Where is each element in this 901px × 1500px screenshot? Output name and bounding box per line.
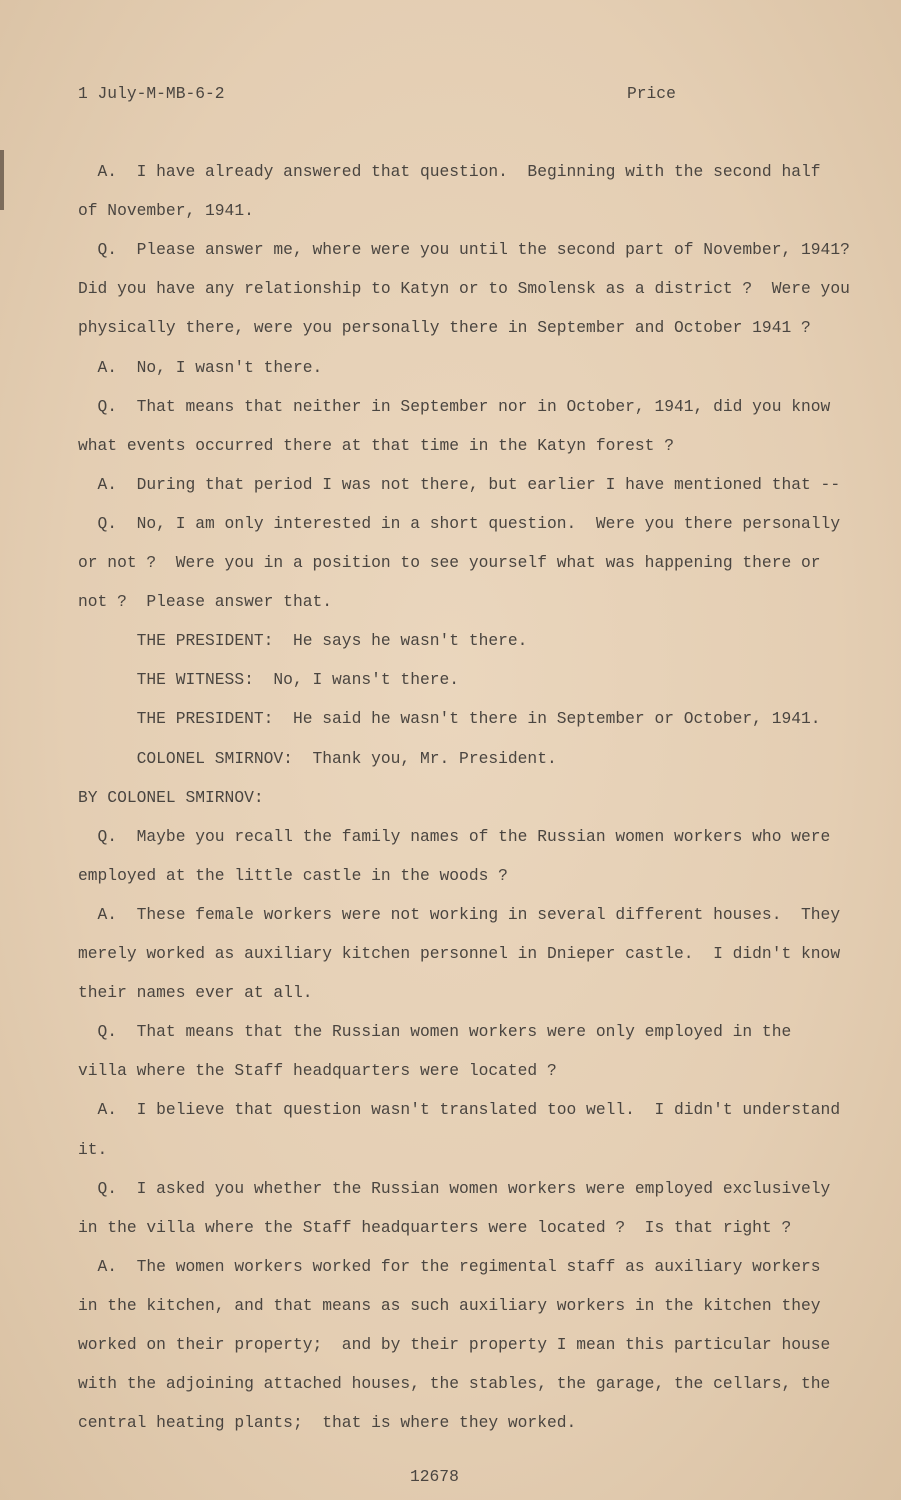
transcript-line: in the villa where the Staff headquarters were located ? Is that right ? [78,1217,792,1237]
transcript-line: Q. That means that the Russian women workers were only employed in the [78,1022,792,1042]
transcript-line: THE PRESIDENT: He says he wasn't there. [78,631,528,651]
transcript-line: Did you have any relationship to Katyn or to Smolensk as a district ? Were you [78,279,850,299]
transcript-line: A. No, I wasn't there. [78,357,323,377]
transcript-line: their names ever at all. [78,983,313,1003]
transcript-line: of November, 1941. [78,201,254,221]
transcript-line: Q. No, I am only interested in a short question. Were you there personally [78,513,841,533]
transcript-line: COLONEL SMIRNOV: Thank you, Mr. President. [78,748,557,768]
transcript-line: A. The women workers worked for the regimental staff as auxiliary workers [78,1256,821,1276]
transcript-line: merely worked as auxiliary kitchen personnel in Dnieper castle. I didn't know [78,944,841,963]
transcript-line: central heating plants; that is where they worked. [78,1413,577,1433]
transcript-line: A. I believe that question wasn't translated too well. I didn't understand [78,1100,841,1120]
transcript-line: villa where the Staff headquarters were located ? [78,1061,557,1081]
page-number: 12678 [410,1467,459,1486]
transcript-line: A. These female workers were not working in several different houses. They [78,904,841,924]
document-reference: 1 July-M-MB-6-2 [78,84,225,103]
transcript-line: or not ? Were you in a position to see yourself what was happening there or [78,553,821,572]
transcript-line: A. During that period I was not there, but earlier I have mentioned that -- [78,474,841,494]
transcript-line: Q. Please answer me, where were you until the second part of November, 1941? [78,240,850,260]
transcript-line: Q. That means that neither in September nor in October, 1941, did you know [78,396,831,416]
transcript-line: physically there, were you personally there in September and October 1941 ? [78,318,811,338]
transcript-line: THE WITNESS: No, I wans't there. [78,670,460,690]
transcript-line: not ? Please answer that. [78,592,333,612]
transcript-line: A. I have already answered that question. Beginning with the second half [78,162,821,181]
transcript-line: employed at the little castle in the woods ? [78,865,508,885]
transcript-line: Q. I asked you whether the Russian women workers were employed exclusively [78,1178,831,1198]
reporter-name: Price [627,84,676,103]
transcript-line: THE PRESIDENT: He said he wasn't there in September or October, 1941. [78,709,821,729]
page-edge-mark [0,150,4,210]
transcript-line: worked on their property; and by their property I mean this particular house [78,1335,831,1354]
transcript-line: it. [78,1139,108,1159]
transcript-line: Q. Maybe you recall the family names of the Russian women workers who were [78,826,831,846]
transcript-line: BY COLONEL SMIRNOV: [78,787,264,807]
transcript-line: what events occurred there at that time in the Katyn forest ? [78,435,674,455]
transcript-line: in the kitchen, and that means as such auxiliary workers in the kitchen they [78,1295,821,1315]
transcript-line: with the adjoining attached houses, the stables, the garage, the cellars, the [78,1374,831,1394]
